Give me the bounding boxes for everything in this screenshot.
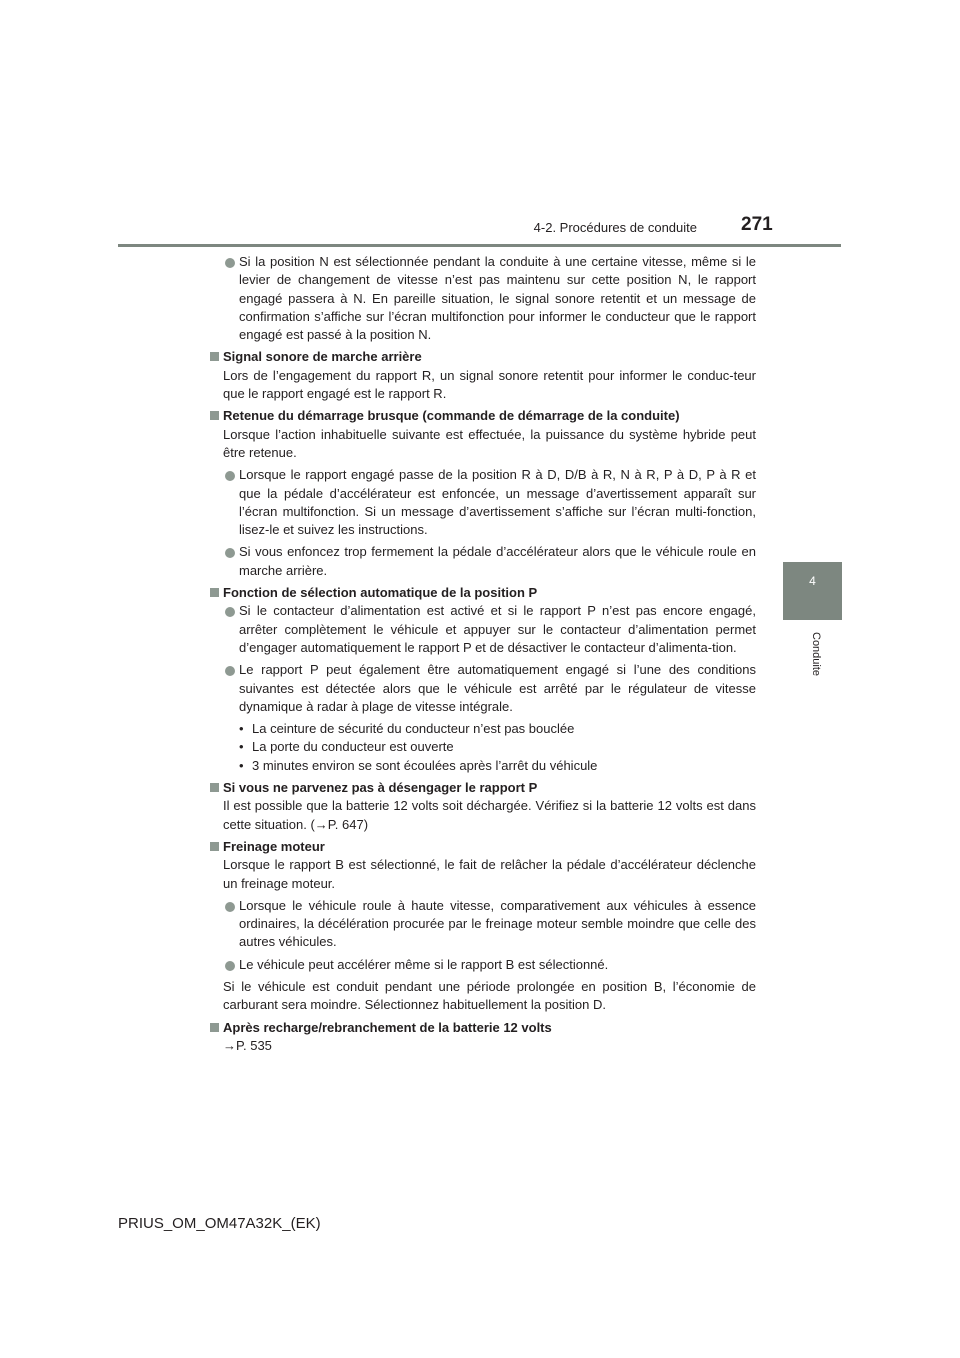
page-reference-link[interactable]: →P. 647): [314, 816, 369, 832]
bullet-item: Si vous enfoncez trop fermement la pédale d’accélérateur alors que le véhicule roule en marche arrière.: [208, 543, 756, 580]
section-heading: Signal sonore de marche arrière: [208, 348, 756, 366]
header-divider: [118, 244, 841, 247]
paragraph: Lorsque l’action inhabituelle suivante est effectuée, la puissance du système hybride peut être retenue.: [223, 426, 756, 460]
page-reference-link[interactable]: →P. 535: [223, 1037, 272, 1053]
sub-list-item: • La ceinture de sécurité du conducteur n’est pas bouclée: [239, 721, 575, 737]
bullet-item: Le rapport P peut également être automatiquement engagé si l’une des conditions suivantes est détectée alors que le véhicule est arrêté par le régulateur de vitesse dynamique à radar à plage de vitesse intégrale.: [208, 661, 756, 716]
paragraph: Si le véhicule est conduit pendant une période prolongée en position B, l’économie de carburant sera moindre. Sélectionnez habituellement la position D.: [223, 978, 756, 1013]
document-code: PRIUS_OM_OM47A32K_(EK): [118, 1215, 321, 1232]
square-bullet-icon: [210, 842, 219, 851]
bullet-item: Si la position N est sélectionnée pendant la conduite à une certaine vitesse, même si le levier de changement de vitesse n’est pas maintenu sur cette position N, le rapport engagé passera à N. En pareille situation, le signal sonore retentit et un message de confirmation s’affiche sur l’écran multifonction pour informer le conducteur que le rapport engagé est passé à la position N.: [208, 253, 756, 344]
section-heading: Si vous ne parvenez pas à désengager le rapport P: [208, 779, 756, 797]
paragraph: Lorsque le rapport B est sélectionné, le fait de relâcher la pédale d’accélérateur déclenche un freinage moteur.: [223, 857, 756, 891]
square-bullet-icon: [210, 588, 219, 597]
chapter-tab: [783, 562, 842, 620]
paragraph: Lors de l’engagement du rapport R, un signal sonore retentit pour informer le conduc-teur que le rapport engagé est le rapport R.: [223, 367, 756, 402]
square-bullet-icon: [210, 411, 219, 420]
chapter-number: 4: [809, 574, 816, 588]
section-heading: Retenue du démarrage brusque (commande de démarrage de la conduite): [208, 407, 756, 425]
bullet-dot-icon: [225, 258, 235, 268]
section-heading: Fonction de sélection automatique de la position P: [208, 584, 756, 602]
paragraph: Il est possible que la batterie 12 volts soit déchargée. Vérifiez si la batterie 12 volts est dans cette situation. (→P. 647): [223, 798, 756, 832]
bullet-item: Le véhicule peut accélérer même si le rapport B est sélectionné.: [208, 956, 756, 974]
sub-list-item: • 3 minutes environ se sont écoulées après l’arrêt du véhicule: [239, 757, 598, 773]
bullet-dot-icon: [225, 548, 235, 558]
square-bullet-icon: [210, 783, 219, 792]
square-bullet-icon: [210, 1023, 219, 1032]
chapter-label: Conduite: [810, 632, 822, 677]
section-heading: Freinage moteur: [208, 838, 756, 856]
bullet-dot-icon: [225, 471, 235, 481]
bullet-dot-icon: [225, 961, 235, 971]
sub-list-item: • La porte du conducteur est ouverte: [239, 739, 454, 755]
page-number: 271: [741, 214, 773, 235]
section-heading: Après recharge/rebranchement de la batterie 12 volts: [208, 1019, 756, 1037]
bullet-item: Si le contacteur d’alimentation est activé et si le rapport P n’est pas encore engagé, arrêter complètement le véhicule et appuyer sur le contacteur d’alimentation permet d’engager automatiquement le rapport P et de désactiver le contacteur d’alimenta-tion.: [208, 602, 756, 657]
bullet-item: Lorsque le rapport engagé passe de la position R à D, D/B à R, N à R, P à D, P à R et que la pédale d’accélérateur est enfoncée, un message d’avertissement apparaît sur l’écran multifonction. Si un message d’avertissement s’affiche sur l’écran multi-fonction, lisez-le et suivez les instructions.: [208, 466, 756, 539]
bullet-item: Lorsque le véhicule roule à haute vitesse, comparativement aux véhicules à essence ordinaires, la décélération procurée par le freinage moteur semble moindre que celle des autres véhicules.: [208, 897, 756, 952]
bullet-dot-icon: [225, 666, 235, 676]
bullet-dot-icon: [225, 607, 235, 617]
square-bullet-icon: [210, 352, 219, 361]
page-body: [208, 253, 756, 1059]
section-title: 4-2. Procédures de conduite: [533, 220, 697, 235]
page-header: [0, 0, 960, 250]
bullet-dot-icon: [225, 902, 235, 912]
